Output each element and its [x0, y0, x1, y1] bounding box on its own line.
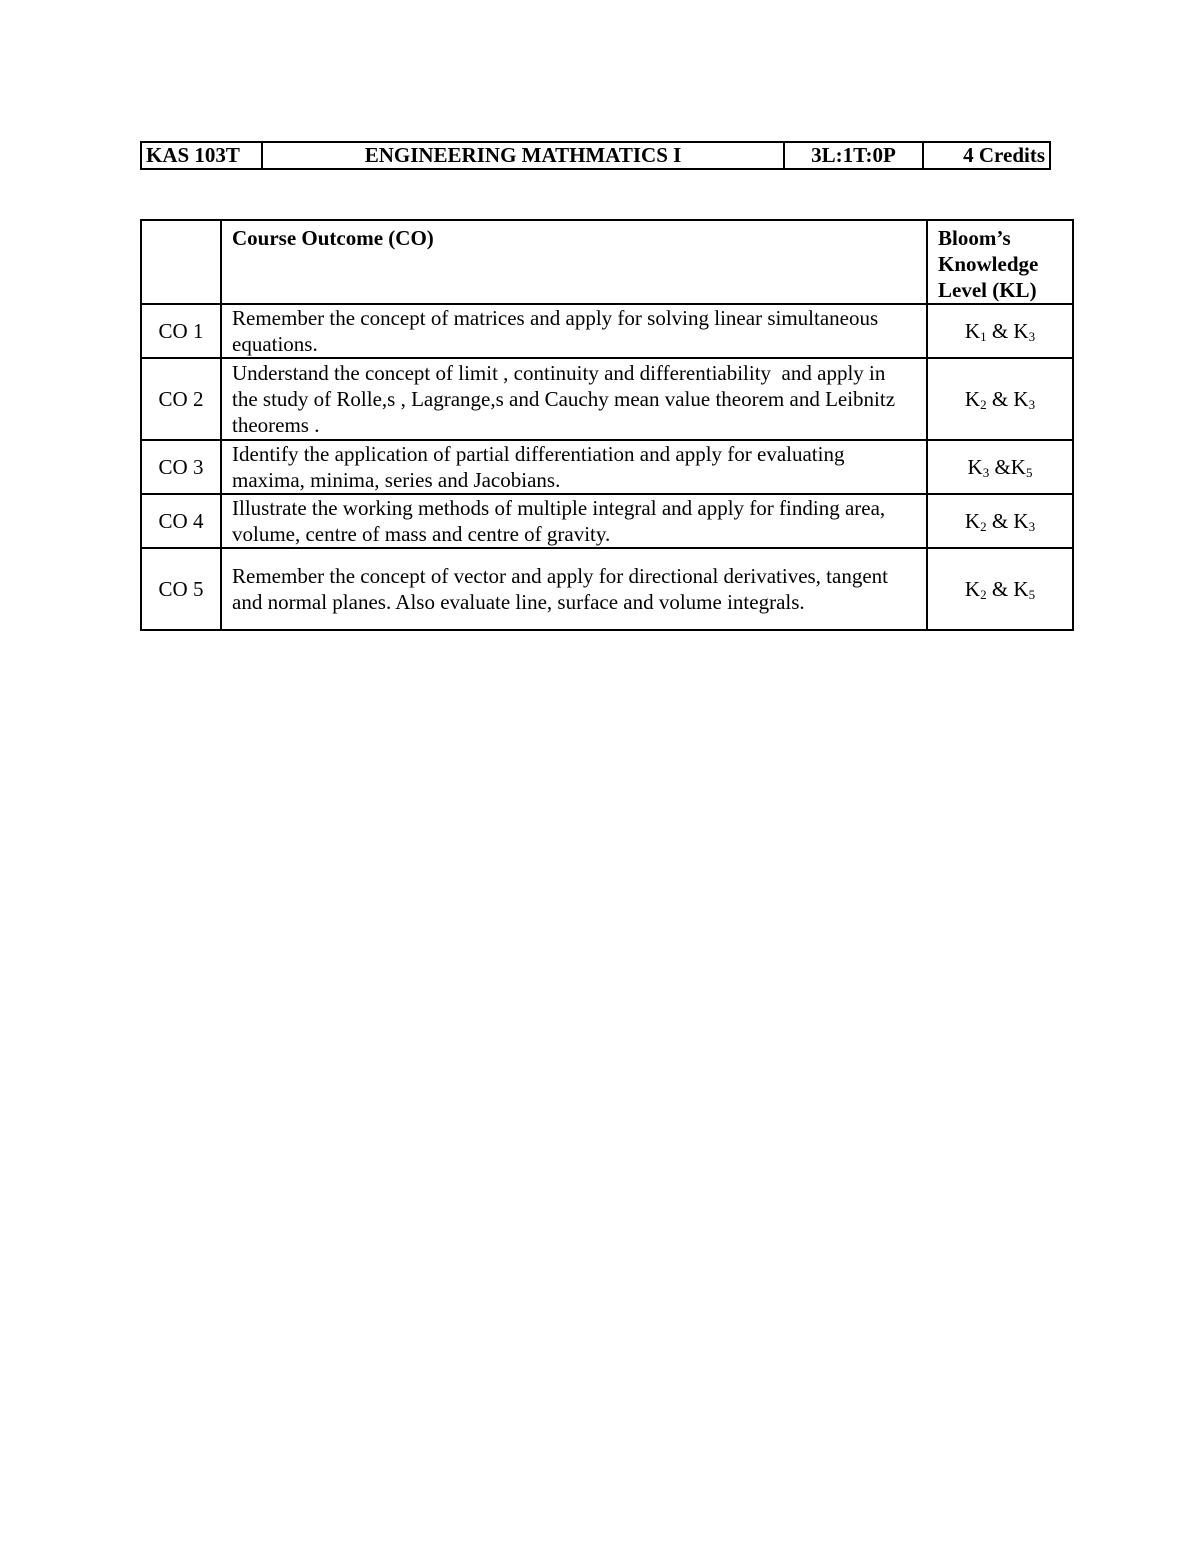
co-id-header — [141, 220, 221, 304]
co-row — [141, 494, 1073, 548]
kl-b-sub: 3 — [1028, 329, 1036, 344]
co-knowledge-level — [927, 548, 1073, 630]
kl-a: K — [964, 577, 981, 601]
co-id: CO 4 — [141, 494, 221, 548]
kl-sep: & — [986, 509, 1014, 533]
course-code: KAS 103T — [141, 142, 262, 169]
kl-b-sub: 3 — [1028, 519, 1036, 534]
kl-b-sub: 3 — [1028, 397, 1036, 412]
bloom-header-line1: Bloom’s — [938, 226, 1011, 250]
co-description: Identify the application of partial differentiation and apply for evaluating maxima, minima, series and Jacobians. — [221, 440, 927, 494]
kl-sep: & — [986, 577, 1014, 601]
co-knowledge-level — [927, 304, 1073, 358]
co-knowledge-level — [927, 440, 1073, 494]
co-header-row — [141, 220, 1073, 304]
kl-sep: & — [986, 387, 1014, 411]
co-id: CO 3 — [141, 440, 221, 494]
kl-a-sub: 2 — [980, 587, 987, 602]
kl-sep: & — [986, 319, 1014, 343]
co-id: CO 5 — [141, 548, 221, 630]
course-outcome-table — [140, 219, 1074, 631]
co-id: CO 1 — [141, 304, 221, 358]
course-header-table — [140, 141, 1051, 170]
kl-a: K — [964, 509, 981, 533]
co-row — [141, 304, 1073, 358]
kl-sep: & — [989, 455, 1011, 479]
course-credits: 4 Credits — [923, 142, 1050, 169]
kl-a: K — [967, 455, 983, 479]
co-row — [141, 440, 1073, 494]
course-title: ENGINEERING MATHMATICS I — [262, 142, 784, 169]
co-description: Remember the concept of vector and apply for directional derivatives, tangent and normal planes. Also evaluate line, surface and volume integrals. — [221, 548, 927, 630]
co-description: Illustrate the working methods of multiple integral and apply for finding area, volume, centre of mass and centre of gravity. — [221, 494, 927, 548]
co-id: CO 2 — [141, 358, 221, 440]
co-description: Understand the concept of limit , continuity and differentiability and apply in the study of Rolle,s , Lagrange,s and Cauchy mean value theorem and Leibnitz theorems . — [221, 358, 927, 440]
kl-b: K — [1013, 577, 1029, 601]
kl-a-sub: 2 — [980, 397, 987, 412]
kl-a-sub: 2 — [980, 519, 987, 534]
kl-b: K — [1010, 455, 1026, 479]
co-bloom-header — [927, 220, 1073, 304]
kl-b: K — [1013, 319, 1029, 343]
co-description: Remember the concept of matrices and apply for solving linear simultaneous equations. — [221, 304, 927, 358]
kl-a-sub: 3 — [982, 465, 990, 480]
co-row — [141, 548, 1073, 630]
co-knowledge-level — [927, 494, 1073, 548]
kl-b-sub: 5 — [1025, 465, 1033, 480]
kl-a-sub: 1 — [980, 329, 987, 344]
co-knowledge-level — [927, 358, 1073, 440]
course-header-row — [141, 142, 1050, 169]
kl-b: K — [1013, 387, 1029, 411]
kl-b: K — [1013, 509, 1029, 533]
co-row — [141, 358, 1073, 440]
bloom-header-line3: Level (KL) — [938, 278, 1037, 302]
course-ltp: 3L:1T:0P — [784, 142, 923, 169]
kl-a: K — [964, 319, 981, 343]
co-outcome-header: Course Outcome (CO) — [221, 220, 927, 304]
kl-a: K — [964, 387, 981, 411]
kl-b-sub: 5 — [1028, 587, 1036, 602]
bloom-header-line2: Knowledge — [938, 252, 1039, 276]
